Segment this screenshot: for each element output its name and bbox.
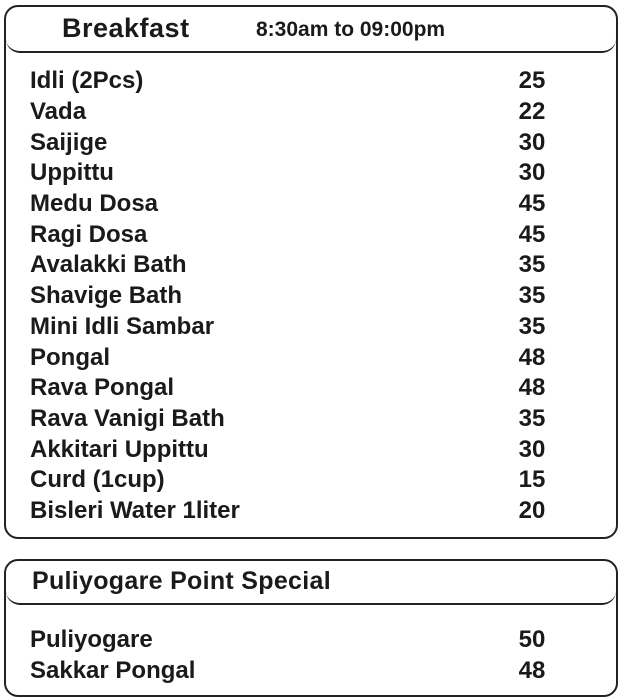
special-menu-section xyxy=(4,559,618,697)
menu-item xyxy=(30,97,552,128)
item-price: 45 xyxy=(518,190,546,218)
menu-item xyxy=(30,219,552,250)
menu-item xyxy=(30,189,552,220)
item-price: 45 xyxy=(518,220,546,248)
menu-item xyxy=(30,465,552,496)
item-price: 30 xyxy=(518,435,546,463)
item-name: Pongal xyxy=(30,343,111,371)
menu-item xyxy=(30,127,552,158)
item-price: 20 xyxy=(518,496,546,524)
menu-item xyxy=(30,496,552,527)
item-price: 22 xyxy=(518,98,546,126)
menu-item xyxy=(30,625,552,656)
item-price: 35 xyxy=(518,312,546,340)
item-name: Avalakki Bath xyxy=(30,251,187,279)
menu-item xyxy=(30,404,552,435)
menu-item xyxy=(30,342,552,373)
menu-item xyxy=(30,434,552,465)
item-name: Uppittu xyxy=(30,159,114,187)
menu-item xyxy=(30,250,552,281)
item-name: Idli (2Pcs) xyxy=(30,67,144,95)
item-name: Mini Idli Sambar xyxy=(30,312,215,340)
breakfast-header xyxy=(6,7,616,53)
special-item-list xyxy=(30,625,552,686)
item-name: Akkitari Uppittu xyxy=(30,435,209,463)
item-price: 48 xyxy=(518,657,546,685)
item-price: 48 xyxy=(518,374,546,402)
item-price: 30 xyxy=(518,159,546,187)
item-price: 35 xyxy=(518,251,546,279)
breakfast-menu-section xyxy=(4,5,618,539)
special-title: Puliyogare Point Special xyxy=(32,567,331,595)
item-name: Bisleri Water 1liter xyxy=(30,496,240,524)
menu-item xyxy=(30,312,552,343)
item-price: 35 xyxy=(518,282,546,310)
item-price: 50 xyxy=(518,626,546,654)
item-price: 35 xyxy=(518,404,546,432)
item-name: Vada xyxy=(30,98,87,126)
item-name: Medu Dosa xyxy=(30,190,159,218)
item-name: Sakkar Pongal xyxy=(30,657,196,685)
menu-item xyxy=(30,373,552,404)
menu-item xyxy=(30,158,552,189)
item-name: Rava Vanigi Bath xyxy=(30,404,225,432)
menu-item xyxy=(30,66,552,97)
item-price: 48 xyxy=(518,343,546,371)
breakfast-item-list xyxy=(30,66,552,526)
breakfast-hours: 8:30am to 09:00pm xyxy=(256,18,446,41)
item-name: Curd (1cup) xyxy=(30,466,165,494)
item-price: 25 xyxy=(518,67,546,95)
breakfast-title: Breakfast xyxy=(62,13,190,43)
menu-item xyxy=(30,656,552,687)
item-name: Rava Pongal xyxy=(30,374,175,402)
item-price: 15 xyxy=(518,466,546,494)
item-name: Saijige xyxy=(30,128,108,156)
item-price: 30 xyxy=(518,128,546,156)
item-name: Ragi Dosa xyxy=(30,220,148,248)
item-name: Shavige Bath xyxy=(30,282,183,310)
menu-item xyxy=(30,281,552,312)
special-header xyxy=(6,561,616,605)
item-name: Puliyogare xyxy=(30,626,153,654)
